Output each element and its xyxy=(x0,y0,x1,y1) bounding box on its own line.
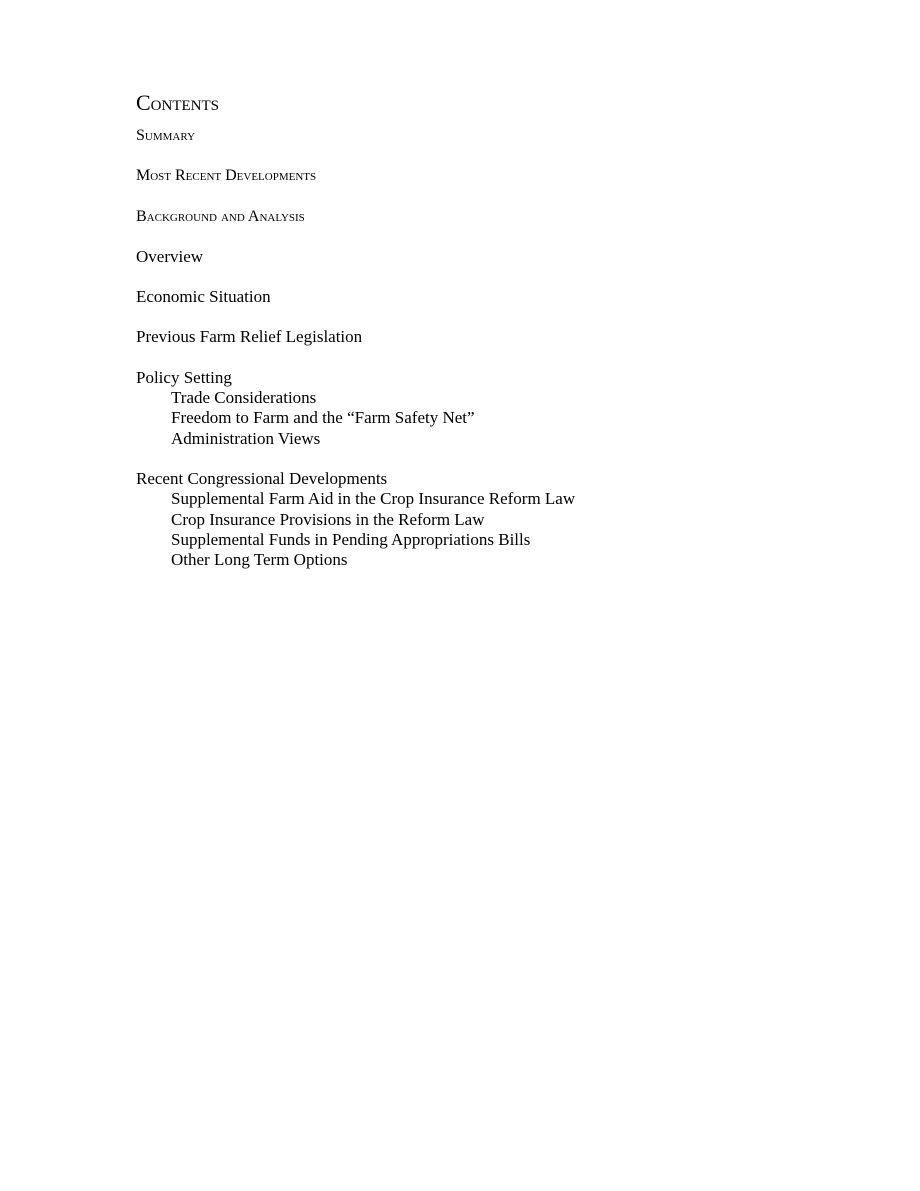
toc-congress xyxy=(136,469,856,570)
toc-entry-congressional-developments: Recent Congressional Developments xyxy=(136,468,388,488)
toc-subentry: Supplemental Funds in Pending Appropriations Bills xyxy=(171,529,531,549)
page-title: Contents xyxy=(136,90,220,115)
toc-recent xyxy=(136,166,856,186)
toc-entry-summary: Summary xyxy=(136,127,196,144)
toc-entry-overview: Overview xyxy=(136,246,204,266)
toc-previous xyxy=(136,327,856,347)
toc-overview xyxy=(136,247,856,267)
toc-subentry: Supplemental Farm Aid in the Crop Insurance Reform Law xyxy=(171,489,576,509)
toc-entry-policy-setting: Policy Setting xyxy=(136,367,232,387)
toc-entry-background-analysis: Background and Analysis xyxy=(136,207,305,225)
toc-subentry: Freedom to Farm and the “Farm Safety Net” xyxy=(171,408,475,428)
toc-economic xyxy=(136,287,856,307)
toc-subentry: Other Long Term Options xyxy=(171,550,348,570)
toc-entry-most-recent-developments: Most Recent Developments xyxy=(136,167,317,185)
toc-entry-economic-situation: Economic Situation xyxy=(136,287,271,307)
toc-subentry: Administration Views xyxy=(171,428,321,448)
contents-page xyxy=(136,86,856,590)
toc-policy xyxy=(136,368,856,449)
toc-entry-previous-legislation: Previous Farm Relief Legislation xyxy=(136,327,363,347)
toc-background xyxy=(136,207,856,227)
toc-summary xyxy=(136,126,856,146)
toc-subentry: Trade Considerations xyxy=(171,388,317,408)
toc-subentry: Crop Insurance Provisions in the Reform Law xyxy=(171,509,485,529)
